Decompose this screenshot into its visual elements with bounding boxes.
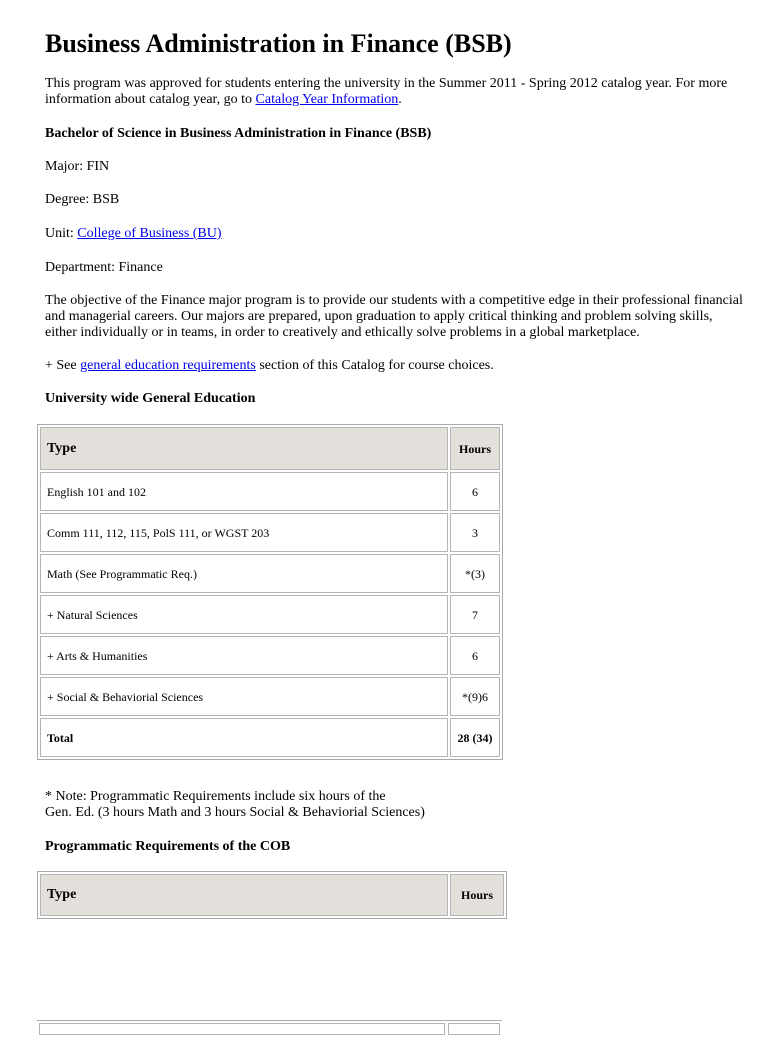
row-hours: 7 (450, 595, 500, 634)
note-line-2: Gen. Ed. (3 hours Math and 3 hours Social & Behaviorial Sciences) (45, 805, 425, 820)
intro-paragraph (45, 76, 745, 108)
next-table-edge (37, 1020, 502, 1041)
unit-label: Unit: (45, 226, 78, 241)
see-note-before: + See (45, 358, 81, 373)
note-line-1: * Note: Programmatic Requirements include six hours of the (45, 789, 386, 804)
table-total-row (40, 718, 500, 757)
unit-line (45, 226, 745, 242)
col-hours-header: Hours (450, 427, 500, 470)
catalog-year-link[interactable]: Catalog Year Information (255, 92, 399, 107)
row-hours: 6 (450, 472, 500, 511)
table-row (40, 554, 500, 593)
col-type-header: Type (40, 874, 448, 916)
table-row (40, 513, 500, 552)
table-row (40, 677, 500, 716)
intro-after: . (398, 92, 402, 107)
table-row (40, 595, 500, 634)
row-type: Math (See Programmatic Req.) (40, 554, 448, 593)
college-of-business-link[interactable]: College of Business (BU) (77, 226, 222, 241)
row-hours: 3 (450, 513, 500, 552)
col-hours-header: Hours (450, 874, 504, 916)
degree-heading: Bachelor of Science in Business Administration in Finance (BSB) (45, 126, 432, 141)
table-header-row (40, 874, 504, 916)
major-line: Major: FIN (45, 159, 110, 174)
gen-ed-requirements-link[interactable]: general education requirements (80, 358, 256, 373)
programmatic-note (45, 789, 745, 821)
row-hours: *(9)6 (450, 677, 500, 716)
row-type: + Arts & Humanities (40, 636, 448, 675)
gen-ed-table (37, 424, 503, 760)
table-row (40, 472, 500, 511)
row-type: + Social & Behaviorial Sciences (40, 677, 448, 716)
table-row (40, 636, 500, 675)
row-hours: 6 (450, 636, 500, 675)
prog-req-heading: Programmatic Requirements of the COB (45, 839, 291, 854)
total-hours: 28 (34) (450, 718, 500, 757)
row-hours: *(3) (450, 554, 500, 593)
row-type: + Natural Sciences (40, 595, 448, 634)
gen-ed-heading: University wide General Education (45, 391, 256, 406)
row-type: English 101 and 102 (40, 472, 448, 511)
objective-paragraph: The objective of the Finance major program is to provide our students with a competitive edge in their professional financial and managerial careers. Our majors are prepared, upon graduation to apply critical thinking and problem solving skills, either individually or in teams, in order to creatively and ethically solve problems in a global marketplace. (45, 293, 743, 340)
see-note (45, 358, 745, 374)
col-type-header: Type (40, 427, 448, 470)
see-note-after: section of this Catalog for course choices. (255, 358, 494, 373)
department-line: Department: Finance (45, 260, 163, 275)
total-label: Total (40, 718, 448, 757)
row-type: Comm 111, 112, 115, PolS 111, or WGST 203 (40, 513, 448, 552)
degree-line: Degree: BSB (45, 192, 120, 207)
intro-text: This program was approved for students entering the university in the Summer 2011 - Spring 2012 catalog year. For more information about catalog year, go to (45, 76, 728, 107)
prog-req-table (37, 871, 507, 919)
page-title: Business Administration in Finance (BSB) (45, 29, 512, 58)
table-header-row (40, 427, 500, 470)
